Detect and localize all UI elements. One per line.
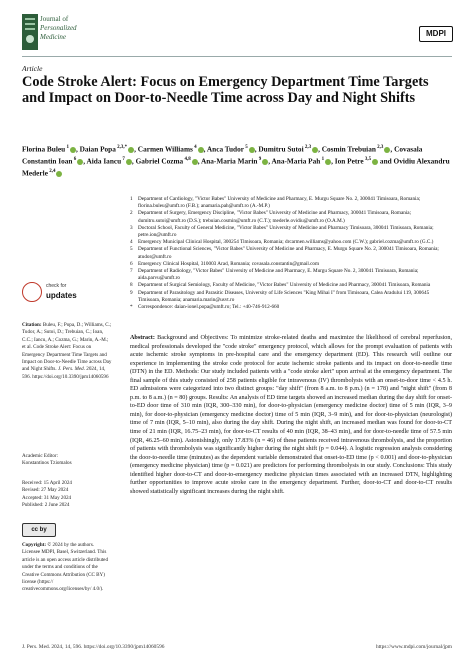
author-affiliation-sup: 5	[243, 145, 248, 150]
author-name: Ovidiu Alexandru Mederle	[22, 156, 450, 178]
author-name: Gabriel Cozma	[135, 156, 184, 166]
author-affiliation-sup: 2,3	[375, 145, 384, 150]
article-title: Code Stroke Alert: Focus on Emergency Department Time Targets and Impact on Door-to-Needle Time across Day and Night Shifts	[22, 74, 429, 106]
orcid-icon[interactable]	[128, 147, 134, 153]
affiliation-item	[130, 261, 450, 268]
author-name: Florina Buleu	[22, 144, 66, 154]
affiliation-item	[130, 282, 450, 289]
author-affiliation-sup: 1	[65, 145, 69, 150]
copyright-block	[22, 542, 112, 594]
journal-name-line3: Medicine	[40, 33, 67, 41]
journal-name-line1: Journal of	[40, 15, 69, 23]
affiliation-text: Department of Functional Sciences, "Victor Babes" University of Medicine and Pharmacy, E. Murgu Square No. 2, 300041 Timisoara, Romania; atudor@umft.ro	[138, 246, 439, 260]
author-name: Ion Petre	[334, 156, 364, 166]
author-name: Cosmin Trebuian	[321, 144, 376, 154]
orcid-icon[interactable]	[312, 147, 318, 153]
orcid-icon[interactable]	[126, 159, 132, 165]
check-updates-bottom: updates	[46, 291, 77, 300]
footer-journal-url[interactable]: https://www.mdpi.com/journal/jpm	[375, 644, 452, 650]
date-published: Published: 2 June 2024	[22, 502, 70, 509]
check-updates-top: check for	[46, 283, 67, 289]
orcid-icon[interactable]	[192, 159, 198, 165]
affiliation-text: Department of Cardiology, "Victor Babes" University of Medicine and Pharmacy, E. Murgu Square No. 2, 300041 Timisoara, Romania; florina.buleu@umft.ro (F.B.); anamaria.pah@umft.ro (A.-M.P.)	[138, 196, 421, 210]
affiliation-text: Doctoral School, Faculty of General Medicine, "Victor Babes" University of Medicine and Pharmacy Timisoara, 300041 Timisoara, Romania; petre.ion@umft.ro	[138, 224, 434, 239]
author-affiliation-sup: 2,3	[303, 145, 312, 150]
article-type-label: Article	[22, 64, 43, 73]
orcid-icon[interactable]	[249, 147, 255, 153]
affiliation-number: 8	[130, 282, 133, 289]
affiliation-number: 6	[130, 260, 133, 267]
affiliation-text: Correspondence: daian-ionel.popa@umft.ro; Tel.: +40-746-912-660	[138, 304, 280, 311]
affiliation-number: 4	[130, 239, 133, 246]
author-name: Covasala Constantin Ioan	[22, 144, 423, 166]
orcid-icon[interactable]	[56, 171, 62, 177]
affiliation-number: 3	[130, 224, 133, 231]
header-divider	[22, 56, 452, 57]
affiliation-text: Emergency Clinical Hospital, 310003 Arad, Romania; covasala.constantin@gmail.com	[138, 260, 320, 267]
affiliation-text: Department of Parasitology and Parasitic Diseases, University of Life Sciences "King Mihai I" from Timisoara, Calea Aradului 119, 300645 Timisoara, Romania; anamaria.marin@usvt.ro	[138, 289, 430, 303]
date-accepted: Accepted: 31 May 2024	[22, 494, 72, 501]
journal-logo-icon	[22, 14, 38, 50]
author-list: Florina Buleu $^1$ , Daian Popa $^{2,3,*}$ , Carmen Williams $^4$ , Anca Tudor $^5$ , Dumitru Sutoi $^{2,3}$ , Cosmin Trebuian $^{2,3}$ , Covasala Constantin Ioan $^6$ , Aida Iancu $^7$ , Gabriel Cozma $^{4,8}$ , Ana-Maria Marin $^9$ , Ana-Maria Pah $^1$ , Ion Petre $^{3,5}$ and Ovidiu Alexandru Mederle $^{2,4}$	[22, 144, 450, 178]
affiliation-text: Emergency Municipal Clinical Hospital, 300254 Timisoara, Romania; drcarmen.williams@yahoo.com (C.W.); gabriel.cozma@umft.ro (G.C.)	[138, 239, 434, 246]
author-affiliation-sup: 3,5	[363, 156, 372, 162]
affiliation-text: Department of Surgical Semiology, Faculty of Medicine, "Victor Babes" University of Medicine and Pharmacy, 300041 Timisoara, Romania	[138, 282, 431, 289]
author-name: Anca Tudor	[206, 144, 244, 154]
affiliation-item	[130, 246, 450, 260]
copyright-label: Copyright:	[22, 542, 47, 548]
academic-editor-label: Academic Editor:	[22, 453, 59, 459]
check-updates-icon	[22, 282, 42, 302]
affiliation-number: *	[130, 304, 133, 311]
orcid-icon[interactable]	[384, 147, 390, 153]
affiliation-number: 9	[130, 289, 133, 296]
citation-journal: J. Pers. Med.	[57, 366, 85, 373]
academic-editor-name: Konstantinos Tziomalos	[22, 460, 72, 467]
publisher-logo: MDPI	[419, 26, 453, 42]
citation-text: Buleu, F.; Popa, D.; Williams, C.; Tudor, A.; Sutoi, D.; Trebuian, C.; Ioan, C.C.; Iancu, A.; Cozma, G.; Marin, A.-M.; et al. Code Stroke Alert: Focus on Emergency Department Time Targets and Impact on Door-to-Needle Time across Day and Night Shifts.	[22, 322, 112, 373]
affiliation-text: Department of Surgery, Emergency Discipline, "Victor Babes" University of Medicine and Pharmacy, 300041 Timisoara, Romania; dumitru.sutoi@umft.ro (D.S.); trebuian.cosmin@umft.ro (C.T.); mederle.ovidiu@umft.ro (O.A.M.)	[138, 210, 412, 224]
academic-editor	[22, 453, 112, 468]
affiliation-item	[130, 210, 450, 224]
orcid-icon[interactable]	[372, 159, 378, 165]
author-affiliation-sup: 7	[121, 156, 125, 162]
orcid-icon[interactable]	[325, 159, 331, 165]
orcid-icon[interactable]	[77, 159, 83, 165]
date-received: Received: 15 April 2024	[22, 480, 72, 486]
cc-license-icon[interactable]: cc by	[22, 523, 56, 537]
check-for-updates-badge[interactable]	[22, 280, 108, 308]
affiliation-number: 1	[130, 196, 133, 202]
date-revised: Revised: 27 May 2024	[22, 487, 69, 494]
affiliation-number: 2	[130, 210, 133, 217]
affiliation-item	[130, 196, 450, 210]
orcid-icon[interactable]	[262, 159, 268, 165]
author-name: Ana-Maria Pah	[271, 156, 321, 166]
affiliation-item	[130, 290, 450, 304]
author-name: Ana-Maria Marin	[200, 156, 258, 166]
orcid-icon[interactable]	[70, 147, 76, 153]
abstract	[130, 334, 452, 496]
author-affiliation-sup: 1	[320, 156, 325, 162]
citation-label: Citation:	[22, 322, 42, 328]
journal-name-line2: Personalized	[40, 24, 77, 32]
footer-citation[interactable]: J. Pers. Med. 2024, 14, 596. https://doi.org/10.3390/jpm14060596	[22, 644, 165, 650]
author-affiliation-sup: 9	[257, 156, 262, 162]
author-affiliation-sup: 2,4	[47, 168, 56, 174]
affiliation-item	[130, 225, 450, 239]
author-name: Aida Iancu	[86, 156, 122, 166]
author-affiliation-sup: 2,3,*	[115, 145, 128, 150]
affiliation-number: 7	[130, 268, 133, 275]
author-name: Daian Popa	[79, 144, 116, 154]
journal-name	[40, 15, 77, 42]
author-name: Carmen Williams	[137, 144, 193, 154]
citation-volume[interactable]: 2024, 14, 596. https://doi.org/10.3390/jpm14060596	[22, 366, 109, 380]
author-affiliation-sup: 6	[72, 156, 77, 162]
author-affiliation-sup: 4,8	[183, 156, 191, 162]
copyright-text: © 2024 by the authors. Licensee MDPI, Basel, Switzerland. This article is an open access article distributed under the terms and conditions of the Creative Commons Attribution (CC BY) license (https:// creativecommons.org/licenses/by/ 4.0/).	[22, 542, 108, 593]
affiliation-item	[130, 304, 450, 311]
affiliation-item	[130, 268, 450, 282]
affiliation-list	[130, 196, 450, 311]
affiliation-text: Department of Radiology, "Victor Babes" University of Medicine and Pharmacy, E. Murgu Square No. 2, 300041 Timisoara, Romania; aida.parvu@umft.ro	[138, 268, 419, 282]
affiliation-number: 5	[130, 246, 133, 253]
author-affiliation-sup: 4	[192, 145, 197, 150]
abstract-label: Abstract:	[130, 335, 155, 341]
publication-dates	[22, 480, 112, 510]
author-name: Dumitru Sutoi	[258, 144, 304, 154]
citation-block	[22, 322, 112, 381]
abstract-text: Background and Objectives: To minimize stroke-related deaths and maximize the likelihood of cerebral reperfusion, medical professionals developed the "code stroke" emergency protocol, which allows for the prompt evaluation of patients with acute ischemic stroke symptoms in pre-hospital care and the emergency department (ED). This research will outline our experience in implementing the stroke code protocol for acute ischemic stroke patients and its impact on door-to-needle time (DTN) in the ED. Methods: Our study included patients with a "code stroke alert" upon arrival at the emergency department. The final sample of this study consisted of 258 patients eligible for intravenous (IV) thrombolysis with an onset-to-door time < 4.5 h. ED admissions were categorized into two distinct groups: "day shift" (from 8 a.m. to 8 p.m.) (n = 178) and "night shift" (from 8 p.m. to 8 a.m.) (n = 80) groups. Results: An analysis of ED time targets showed an increased median during the day shift for onset-to-ED door time of 310 min (IQR, 300–330 min), for door-to-physician (emergency medicine doctor) time of 5 min (IQR, 3–9 min), for door-to-physician (emergency medicine doctor) time of 5 min (IQR, 3–9 min), and for door-to-physician (neurologist) time of 7 min (IQR, 5–10 min), also during the day shift. During the night shift, an increased median was found for door-to-CT time of 21 min (IQR, 16.75–23 min), for door-to-CT results of 40 min (IQR, 38–43 min), and for door-to-needle time of 57.5 min (IQR, 46.25–60 min). Astonishingly, only 17.83% (n = 46) of these patients received intravenous thrombolysis, and the proportion of patients with thrombolysis was significantly higher during the night shift (p = 0.044). A logistic regression analysis considering the door-to-needle time (minutes) as the dependent variable demonstrated that onset-to-ED time (p < 0.001) and door-to-physician (emergency medicine physician) time (p = 0.021) are predictors for performing thrombolysis in our study. Conclusions: This study identified higher door-to-CT and door-to-emergency medicine physician times associated with an increased DTN, highlighting further opportunities to improve acute stroke care in the emergency department. Further, door-to-CT and door-to-CT results showed statistically significant increases during the night shift.	[130, 335, 452, 495]
orcid-icon[interactable]	[198, 147, 204, 153]
